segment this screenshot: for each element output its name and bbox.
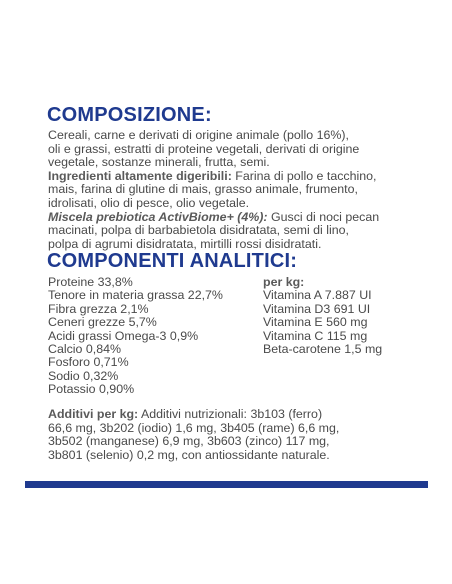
componente-item: Sodio 0,32% xyxy=(48,368,119,383)
vitamina-item: Vitamina C 115 mg xyxy=(263,328,368,343)
componenti-heading: COMPONENTI ANALITICI: xyxy=(47,250,298,272)
componente-item: Proteine 33,8% xyxy=(48,275,133,289)
componente-item: Ceneri grezze 5,7% xyxy=(48,315,157,330)
componente-item: Fosforo 0,71% xyxy=(48,355,129,370)
per-kg-label: per kg: xyxy=(263,275,305,289)
additivi-text xyxy=(48,408,440,462)
miscela-line: macinati, polpa di barbabietola disidratata, semi di lino, xyxy=(48,223,349,238)
composizione-line: Cereali, carne e derivati di origine animale (pollo 16%), xyxy=(48,128,349,142)
additivi-line: 3b502 (manganese) 6,9 mg, 3b603 (zinco) 117 mg, xyxy=(48,434,330,449)
vitamina-item: Vitamina A 7.887 UI xyxy=(263,288,372,303)
additivi-line: 66,6 mg, 3b202 (iodio) 1,6 mg, 3b405 (rame) 6,6 mg, xyxy=(48,420,340,435)
ingredienti-label: Ingredienti altamente digeribili: xyxy=(48,168,232,183)
additivi-first: Additivi nutrizionali: 3b103 (ferro) xyxy=(138,407,323,421)
miscela-text: Gusci di noci pecan xyxy=(267,209,380,224)
composizione-line: vegetale, sostanze minerali, frutta, semi. xyxy=(48,155,270,170)
additivi-line xyxy=(48,408,440,422)
composizione-line: oli e grassi, estratti di proteine vegetali, derivati di origine xyxy=(48,141,360,156)
ingredienti-text: Farina di pollo e tacchino, xyxy=(231,168,377,183)
ingredienti-line: mais, farina di glutine di mais, grasso animale, frumento, xyxy=(48,182,358,197)
composizione-text xyxy=(48,129,440,251)
miscela-line: polpa di agrumi disidratata, mirtilli rossi disidratati. xyxy=(48,236,322,251)
componente-item: Tenore in materia grassa 22,7% xyxy=(48,288,223,303)
componente-item: Fibra grezza 2,1% xyxy=(48,301,149,316)
componente-item: Potassio 0,90% xyxy=(48,382,135,397)
componente-item: Calcio 0,84% xyxy=(48,342,122,357)
componente-item: Acidi grassi Omega-3 0,9% xyxy=(48,328,199,343)
ingredienti-line xyxy=(48,170,440,184)
composizione-heading: COMPOSIZIONE: xyxy=(47,104,212,126)
componenti-left-list xyxy=(48,276,223,397)
additivi-line: 3b801 (selenio) 0,2 mg, con antiossidante naturale. xyxy=(48,447,330,462)
vitamina-item: Vitamina E 560 mg xyxy=(263,315,368,330)
ingredienti-line: idrolisati, olio di pesce, olio vegetale. xyxy=(48,195,250,210)
componenti-right-list xyxy=(263,276,382,356)
additivi-label: Additivi per kg: xyxy=(48,407,139,421)
miscela-line xyxy=(48,211,440,225)
vitamina-item: Vitamina D3 691 UI xyxy=(263,301,371,316)
footer-divider-bar xyxy=(25,481,428,488)
vitamina-item: Beta-carotene 1,5 mg xyxy=(263,342,383,357)
miscela-label: Miscela prebiotica ActivBiome+ (4%): xyxy=(48,209,268,224)
